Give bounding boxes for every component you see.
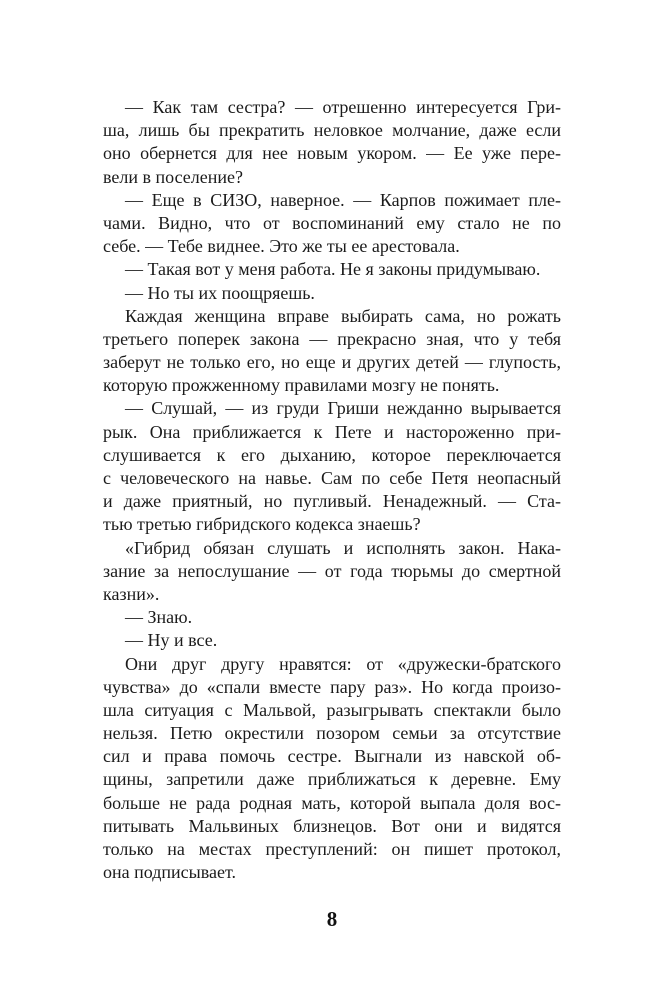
paragraph xyxy=(103,397,561,536)
text-line: казни». xyxy=(103,583,160,604)
text-line: только на местах преступлений: он пишет протокол, xyxy=(103,839,561,859)
text-line: она подписывает. xyxy=(103,862,236,883)
text-line: вели в поселение? xyxy=(103,166,243,187)
text-line: — Слушай, — из груди Гриши нежданно вырывается xyxy=(125,398,561,419)
paragraph xyxy=(103,189,561,259)
text-line: чами. Видно, что от воспоминаний ему стало не по xyxy=(103,212,561,233)
text-line: питывать Мальвиных близнецов. Вот они и видятся xyxy=(103,815,561,836)
text-line: себе. — Тебе виднее. Это же ты ее арестовала. xyxy=(103,236,460,257)
body-text xyxy=(103,96,561,884)
text-line: Они друг другу нравятся: от «дружески-братского xyxy=(125,653,561,674)
text-line: нельзя. Петю окрестили позором семьи за отсутствие xyxy=(103,723,561,744)
paragraph xyxy=(103,96,561,189)
text-line: «Гибрид обязан слушать и исполнять закон. Нака- xyxy=(125,537,561,558)
text-line: — Ну и все. xyxy=(125,630,218,651)
text-line: чувства» до «спали вместе пару раз». Но когда произо- xyxy=(103,676,561,697)
paragraph xyxy=(103,537,561,607)
text-line: рык. Она приближается к Пете и настороженно при- xyxy=(103,421,561,442)
paragraph xyxy=(103,258,561,281)
text-line: слушивается к его дыханию, которое переключается xyxy=(103,444,561,465)
text-line: — Такая вот у меня работа. Не я законы придумываю. xyxy=(125,259,541,280)
text-line: больше не рада родная мать, которой выпала доля вос- xyxy=(103,792,561,813)
text-line: — Но ты их поощряешь. xyxy=(125,282,315,303)
text-line: зание за непослушание — от года тюрьмы до смертной xyxy=(103,560,561,581)
text-line: заберут не только его, но еще и других детей — глупость, xyxy=(103,352,561,373)
text-line: Каждая женщина вправе выбирать сама, но рожать xyxy=(125,305,561,326)
text-line: щины, запретили даже приближаться к деревне. Ему xyxy=(103,769,561,790)
text-line: которую прожженному правилами мозгу не понять. xyxy=(103,375,500,396)
text-line: ша, лишь бы прекратить неловкое молчание, даже если xyxy=(103,120,561,141)
paragraph xyxy=(103,629,561,652)
text-line: — Еще в СИЗО, наверное. — Карпов пожимает пле- xyxy=(125,189,561,210)
text-line: оно обернется для нее новым укором. — Ее уже пере- xyxy=(103,143,561,164)
paragraph xyxy=(103,282,561,305)
paragraph xyxy=(103,653,561,885)
text-line: — Знаю. xyxy=(125,607,193,628)
paragraph xyxy=(103,305,561,398)
text-line: тью третью гибридского кодекса знаешь? xyxy=(103,514,421,535)
text-line: шла ситуация с Мальвой, разыгрывать спектакли было xyxy=(103,699,561,720)
page-number: 8 xyxy=(326,907,338,931)
text-line: и даже приятный, но пугливый. Ненадежный. — Ста- xyxy=(103,491,561,512)
text-line: — Как там сестра? — отрешенно интересуется Гри- xyxy=(125,97,561,117)
text-line: сил и права помочь сестре. Выгнали из навской об- xyxy=(103,746,561,767)
text-line: с человеческого на навье. Сам по себе Петя неопасный xyxy=(103,468,561,488)
text-line: третьего поперек закона — прекрасно зная, что у тебя xyxy=(103,328,561,349)
paragraph xyxy=(103,606,561,629)
